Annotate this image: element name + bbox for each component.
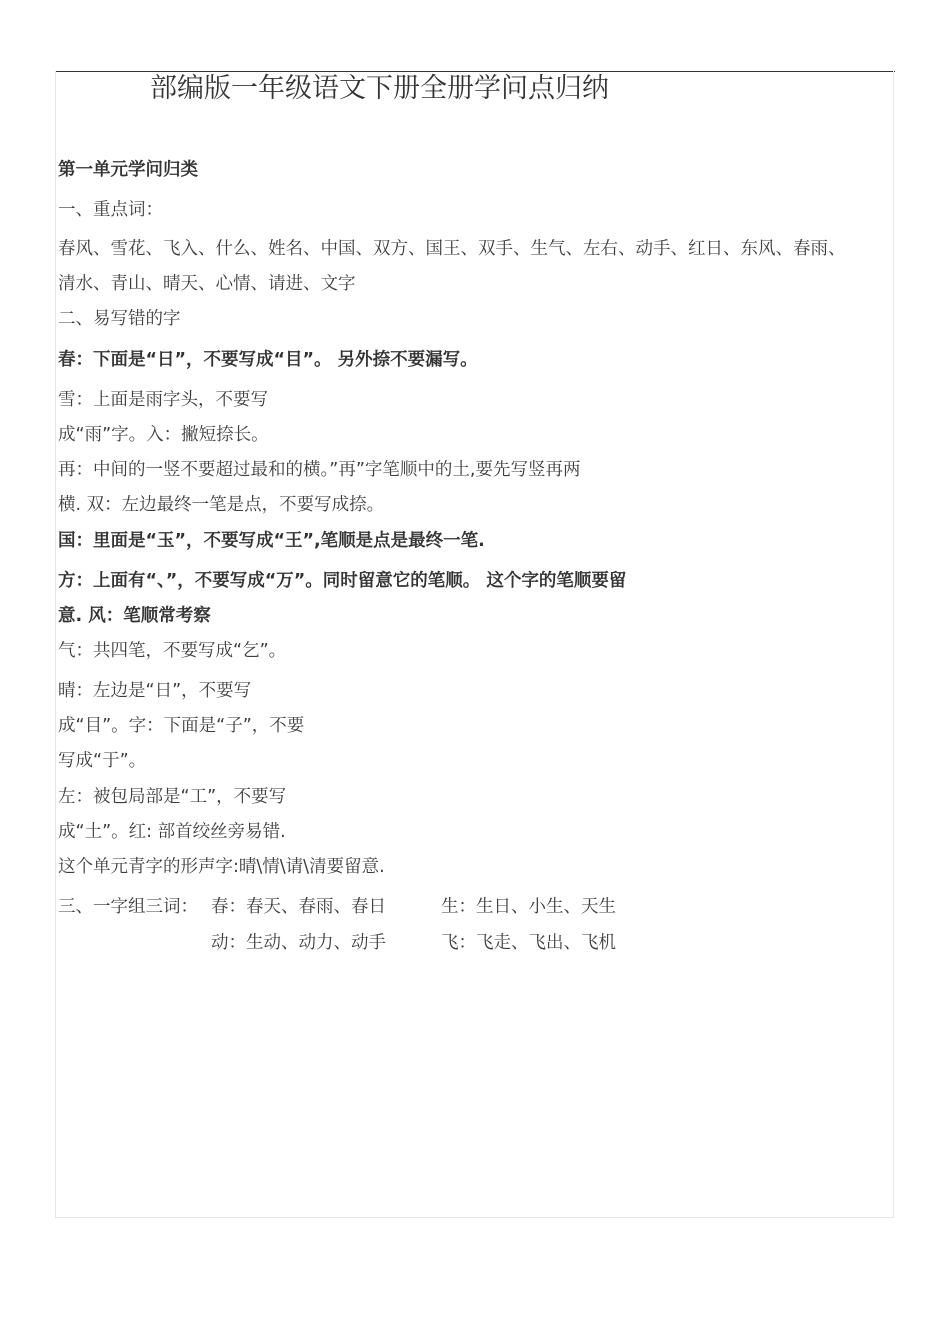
note-line: 国：里面是“玉”，不要写成“王”,笔顺是点是最终一笔.: [58, 531, 485, 551]
note-line: 这个单元青字的形声字:晴\情\请\清要留意.: [58, 857, 385, 877]
note-line: 方：上面有“、”，不要写成“万”。同时留意它的笔顺。 这个字的笔顺要留: [58, 571, 627, 591]
note-line: 写成“于”。: [58, 751, 147, 771]
unit-heading: 第一单元学问归类: [58, 160, 198, 180]
note-line: 春：下面是“日”，不要写成“目”。 另外捺不要漏写。: [58, 350, 478, 370]
word-group: 生：生日、小生、天生: [441, 897, 616, 917]
note-line: 晴：左边是“日”，不要写: [58, 681, 252, 701]
section-1-heading: 一、重点词：: [58, 200, 163, 220]
note-line: 成“目”。字：下面是“子”，不要: [58, 716, 305, 736]
key-words-line-1: 春风、雪花、飞入、什么、姓名、中国、双方、国王、双手、生气、左右、动手、红日、东风、春雨、: [58, 239, 846, 259]
note-line: 成“雨”字。入：撇短捺长。: [58, 425, 269, 445]
note-line: 成“土”。红: 部首绞丝旁易错.: [58, 822, 286, 842]
note-line: 气：共四笔，不要写成“乞”。: [58, 641, 287, 661]
note-line: 横. 双：左边最终一笔是点，不要写成捺。: [58, 495, 385, 515]
note-line: 意. 风：笔顺常考察: [58, 606, 211, 626]
key-words-line-2: 清水、青山、晴天、心情、请进、文字: [58, 274, 356, 294]
word-group: 春：春天、春雨、春日: [211, 897, 386, 917]
document-title: 部编版一年级语文下册全册学问点归纳: [150, 73, 609, 104]
section-2-heading: 二、易写错的字: [58, 309, 181, 329]
word-group: 飞：飞走、飞出、飞机: [441, 933, 616, 953]
section-3-heading: 三、一字组三词：: [58, 897, 198, 917]
note-line: 雪：上面是雨字头，不要写: [58, 390, 268, 410]
note-line: 左：被包局部是“工”，不要写: [58, 787, 287, 807]
note-line: 再：中间的一竖不要超过最和的横。”再”字笔顺中的土,要先写竖再两: [58, 460, 581, 480]
word-group: 动：生动、动力、动手: [211, 933, 386, 953]
